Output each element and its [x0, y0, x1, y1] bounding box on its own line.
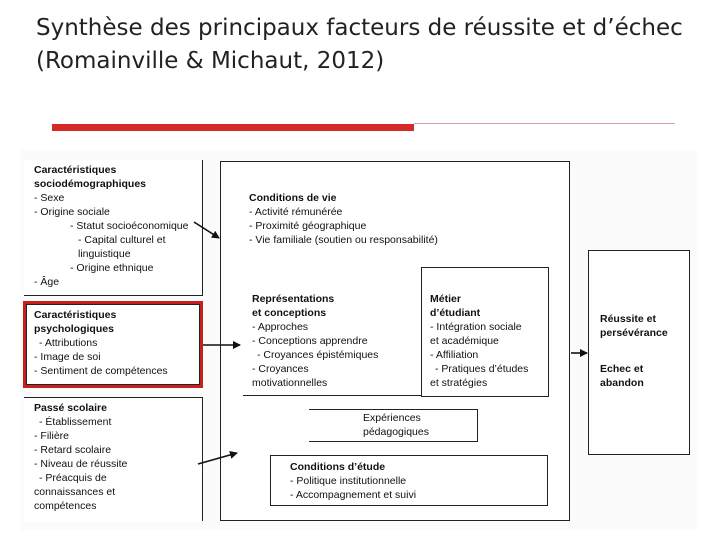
- passe-item: - Retard scolaire: [34, 444, 112, 456]
- conditions-vie-title: Conditions de vie: [249, 192, 337, 204]
- socio-item: - Sexe: [34, 192, 65, 204]
- experiences-line-2: pédagogiques: [363, 426, 429, 438]
- experiences-text: [363, 411, 429, 439]
- psycho-title-2: psychologiques: [34, 323, 114, 335]
- outcome-failure-1: Echec et: [600, 363, 644, 375]
- metier-item: - Intégration sociale: [430, 321, 522, 333]
- psycho-text: [34, 308, 168, 378]
- conditions-vie-item: - Proximité géographique: [249, 220, 367, 232]
- metier-item: et académique: [430, 335, 499, 347]
- metier-item: - Affiliation: [430, 349, 479, 361]
- metier-item: - Pratiques d’études: [435, 363, 529, 375]
- representations-item: - Conceptions apprendre: [252, 335, 368, 347]
- representations-item: - Approches: [252, 321, 309, 333]
- title-underline-thin: [414, 123, 675, 124]
- socio-item: linguistique: [78, 248, 131, 260]
- socio-item: - Statut socioéconomique: [70, 220, 189, 232]
- conditions-vie-item: - Activité rémunérée: [249, 206, 343, 218]
- outcome-failure-2: abandon: [600, 377, 644, 389]
- passe-item: compétences: [34, 500, 97, 512]
- passe-item: - Niveau de réussite: [34, 458, 128, 470]
- conditions-etude-item: - Accompagnement et suivi: [290, 489, 417, 501]
- slide-title-line1: Synthèse des principaux facteurs de réussite et d’échec: [36, 15, 683, 41]
- psycho-item: - Image de soi: [34, 351, 101, 363]
- slide-title-line2: (Romainville & Michaut, 2012): [36, 48, 385, 74]
- metier-title-1: Métier: [430, 293, 461, 305]
- passe-text: [34, 401, 127, 513]
- socio-item: - Capital culturel et: [78, 234, 166, 246]
- title-underline-red: [52, 124, 414, 131]
- psycho-item: - Attributions: [39, 337, 98, 349]
- representations-item: - Croyances épistémiques: [257, 349, 379, 361]
- psycho-item: - Sentiment de compétences: [34, 365, 168, 377]
- representations-title-1: Représentations: [252, 293, 335, 305]
- socio-item: - Origine ethnique: [70, 262, 154, 274]
- psycho-title-1: Caractéristiques: [34, 309, 117, 321]
- conditions-vie-text: [249, 191, 438, 247]
- socio-title-1: Caractéristiques: [34, 164, 117, 176]
- outcome-text: [600, 312, 668, 390]
- passe-item: connaissances et: [34, 486, 116, 498]
- slide-title: [36, 12, 706, 78]
- passe-item: - Préacquis de: [39, 472, 107, 484]
- socio-title-2: sociodémographiques: [34, 178, 147, 190]
- outcome-success-1: Réussite et: [600, 313, 657, 325]
- passe-item: - Filière: [34, 430, 70, 442]
- representations-item: - Croyances: [252, 363, 309, 375]
- passe-item: - Établissement: [39, 416, 112, 428]
- passe-title: Passé scolaire: [34, 402, 107, 414]
- representations-item: motivationnelles: [252, 377, 328, 389]
- socio-item: - Âge: [34, 276, 60, 288]
- conditions-etude-text: [290, 460, 416, 502]
- conditions-etude-item: - Politique institutionnelle: [290, 475, 407, 487]
- socio-item: - Origine sociale: [34, 206, 110, 218]
- metier-text: [430, 292, 528, 390]
- socio-text: [34, 163, 188, 289]
- outcome-success-2: persévérance: [600, 327, 668, 339]
- conditions-etude-title: Conditions d’étude: [290, 461, 386, 473]
- representations-title-2: et conceptions: [252, 307, 327, 319]
- representations-text: [252, 292, 378, 390]
- metier-title-2: d’étudiant: [430, 307, 481, 319]
- metier-item: et stratégies: [430, 377, 488, 389]
- conditions-vie-item: - Vie familiale (soutien ou responsabilité): [249, 234, 438, 246]
- experiences-line-1: Expériences: [363, 412, 421, 424]
